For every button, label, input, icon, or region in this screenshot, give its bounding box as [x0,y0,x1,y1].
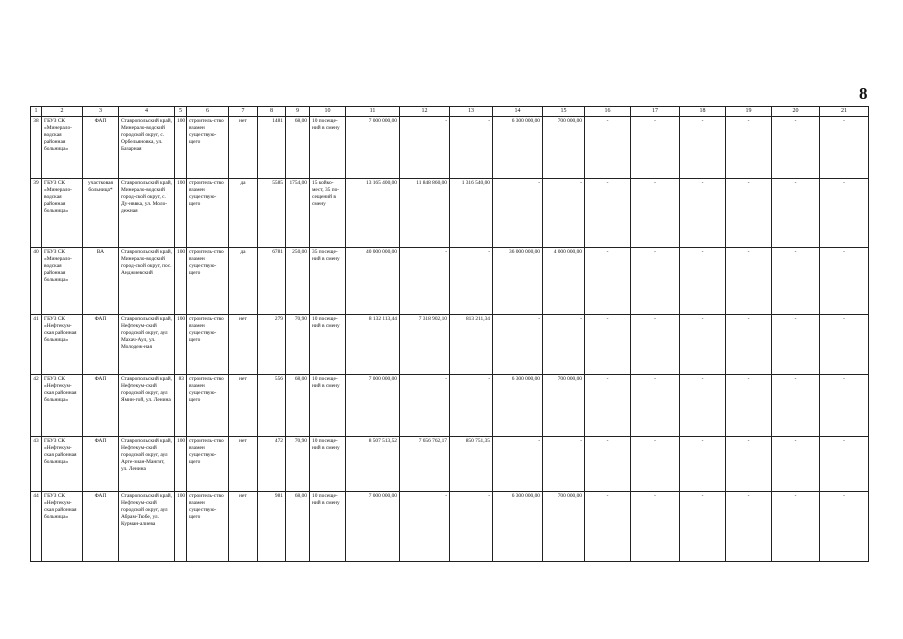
table-cell: - [772,492,820,562]
table-cell: ГБУЗ СК «Минерало-водская районная больница» [42,179,83,248]
data-table [30,106,869,562]
table-cell: 7 000 000,00 [346,375,400,437]
table-cell: - [772,437,820,492]
table-cell: 70,90 [286,315,310,375]
table-cell: ГБУЗ СК «Минерало-водская районная больница» [42,248,83,315]
table-cell: строитель-ство взамен существую-щего [187,179,229,248]
table-cell: 8 132 113,44 [346,315,400,375]
table-cell: - [450,375,493,437]
header-cell: 4 [119,107,175,117]
header-cell: 21 [820,107,869,117]
table-cell: 10 посеще-ний в смену [310,492,346,562]
table-cell: ФАП [83,375,119,437]
table-cell: 15 койко-мест, 35 по-сещений в смену [310,179,346,248]
table-row [31,117,869,179]
table-cell: - [820,315,869,375]
table-cell: 5585 [258,179,286,248]
table-cell: - [820,492,869,562]
table-cell: - [400,492,450,562]
table-cell: - [450,117,493,179]
table-cell: 10 посеще-ний в смену [310,117,346,179]
table-cell: 11 848 860,00 [400,179,450,248]
table-cell: Ставропольский край, Нефтекум-ский городской округ, аул Ямин-гой, ул. Ленина [119,375,175,437]
table-row [31,248,869,315]
table-cell: 279 [258,315,286,375]
table-row [31,437,869,492]
table-cell: 813 211,34 [450,315,493,375]
table-cell: - [820,179,869,248]
table-cell: - [680,437,726,492]
table-cell: ГБУЗ СК «Нефтекум-ская районная больница» [42,437,83,492]
table-cell: участковая больница* [83,179,119,248]
table-cell: 100 [175,437,187,492]
table-cell: - [400,117,450,179]
table-cell: 1481 [258,117,286,179]
header-cell: 2 [42,107,83,117]
table-cell: 700 000,00 [543,117,585,179]
header-cell: 12 [400,107,450,117]
table-cell: 556 [258,375,286,437]
table-cell: строитель-ство взамен существую-щего [187,117,229,179]
table-cell: строитель-ство взамен существую-щего [187,315,229,375]
table-cell: 36 000 000,00 [493,248,543,315]
table-cell: 42 [31,375,42,437]
table-cell: - [493,315,543,375]
table-row [31,492,869,562]
table-cell: - [820,375,869,437]
table-cell: 10 посеще-ний в смену [310,437,346,492]
table-cell: - [820,248,869,315]
table-cell: Ставропольский край, Нефтекум-ский городской округ, аул Абрам-Тюбе, ул. Курман-алиева [119,492,175,562]
table-cell: нет [229,315,258,375]
table-cell: 6781 [258,248,286,315]
table-cell: - [726,117,772,179]
table-cell: - [631,492,680,562]
table-cell: 700 000,00 [543,492,585,562]
header-cell: 18 [680,107,726,117]
table-cell: 7 000 000,00 [346,117,400,179]
table-cell: - [820,117,869,179]
table-cell: ФАП [83,315,119,375]
table-cell: ГБУЗ СК «Нефтекум-ская районная больница» [42,375,83,437]
header-cell: 7 [229,107,258,117]
table-cell: - [680,375,726,437]
header-row [31,107,869,117]
header-cell: 9 [286,107,310,117]
table-cell: 4 000 000,00 [543,248,585,315]
table-row [31,315,869,375]
table-cell: 250,00 [286,248,310,315]
table-cell: - [585,315,631,375]
table-cell: 1754,00 [286,179,310,248]
table-cell: ГБУЗ СК «Минерало-водская районная больница» [42,117,83,179]
page-number: 8 [859,84,868,103]
table-cell: 7 656 762,17 [400,437,450,492]
table-cell: Ставропольский край, Минерало-водский город-ской округ, с. Ду-нввка, ул. Моло-дежная [119,179,175,248]
table-cell: ФАП [83,437,119,492]
header-cell: 14 [493,107,543,117]
table-cell: 6 300 000,00 [493,492,543,562]
table-cell: - [400,248,450,315]
table-cell: 43 [31,437,42,492]
table-cell: - [585,179,631,248]
table-cell: нет [229,117,258,179]
table-cell: нет [229,437,258,492]
table-cell: 40 000 000,00 [346,248,400,315]
header-cell: 13 [450,107,493,117]
table-cell: - [585,437,631,492]
table-cell: - [631,315,680,375]
table-cell: нет [229,492,258,562]
table-cell: 850 751,35 [450,437,493,492]
table-cell: 6 300 000,00 [493,117,543,179]
table-cell: да [229,179,258,248]
table-cell: - [772,375,820,437]
header-cell: 19 [726,107,772,117]
table-cell: 39 [31,179,42,248]
table-cell: 68,00 [286,117,310,179]
table-cell: Ставропольский край, Минерало-водский городской округ, с. Орбельяновка, ул. Базарная [119,117,175,179]
table-cell: 100 [175,117,187,179]
table-cell: нет [229,375,258,437]
table-cell: - [680,117,726,179]
table-cell: - [680,315,726,375]
table-cell: 472 [258,437,286,492]
table-cell: - [680,492,726,562]
table-cell: строитель-ство взамен существую-щего [187,437,229,492]
table-cell: 8 507 513,52 [346,437,400,492]
table-cell: - [726,437,772,492]
table-cell: - [450,248,493,315]
header-cell: 15 [543,107,585,117]
table-cell: - [631,179,680,248]
table-cell: - [726,315,772,375]
header-cell: 20 [772,107,820,117]
table-cell: - [400,375,450,437]
table-cell: - [450,492,493,562]
table-cell: - [585,492,631,562]
table-cell: Ставропольский край, Нефтекум-ский городской округ, аул Арте-зиан-Мангит, ул. Ленина [119,437,175,492]
header-cell: 11 [346,107,400,117]
table-cell: - [820,437,869,492]
table-cell: - [585,248,631,315]
table-cell: 68,00 [286,492,310,562]
table-cell: - [543,437,585,492]
table-cell: - [585,117,631,179]
table-cell: 1 316 540,00 [450,179,493,248]
table-cell: 35 посеще-ний в смену [310,248,346,315]
header-cell: 5 [175,107,187,117]
header-cell: 16 [585,107,631,117]
table-cell: ФАП [83,492,119,562]
table-cell: 10 посеще-ний в смену [310,375,346,437]
table-cell: строитель-ство взамен существую-щего [187,492,229,562]
table-cell: 7 318 902,10 [400,315,450,375]
table-cell: - [543,315,585,375]
table-cell: - [772,315,820,375]
table-cell: 68,00 [286,375,310,437]
header-cell: 8 [258,107,286,117]
table-cell: ВА [83,248,119,315]
table-cell: 100 [175,179,187,248]
header-cell: 17 [631,107,680,117]
table-cell: - [631,375,680,437]
table-cell: 100 [175,315,187,375]
table-cell: - [680,179,726,248]
table-cell: - [726,375,772,437]
table-cell: - [726,179,772,248]
table-cell: Ставропольский край, Минерало-водский город-ской округ, пос. Анджиевский [119,248,175,315]
table-cell: 70,90 [286,437,310,492]
table-cell: 10 посеще-ний в смену [310,315,346,375]
table-cell: - [772,248,820,315]
table-cell: 6 300 000,00 [493,375,543,437]
table-cell: - [631,248,680,315]
header-cell: 10 [310,107,346,117]
table-cell: 13 165 400,00 [346,179,400,248]
header-cell: 3 [83,107,119,117]
table-cell: 700 000,00 [543,375,585,437]
table-cell: 83 [175,375,187,437]
table-cell: - [631,437,680,492]
header-cell: 6 [187,107,229,117]
table-cell: - [493,437,543,492]
table-cell: да [229,248,258,315]
table-cell: 44 [31,492,42,562]
table-cell: - [726,492,772,562]
table-cell: - [585,375,631,437]
table-cell: 38 [31,117,42,179]
table-cell: ГБУЗ СК «Нефтекум-ская районная больница» [42,492,83,562]
table-cell: - [543,179,585,248]
table-cell: 41 [31,315,42,375]
table-cell: 100 [175,492,187,562]
header-cell: 1 [31,107,42,117]
table-cell: Ставропольский край, Нефтекум-ский городской округ, аул Махач-Аул, ул. Молодеж-ная [119,315,175,375]
table-row [31,179,869,248]
table-cell: - [680,248,726,315]
table-cell: 981 [258,492,286,562]
table-cell: - [772,117,820,179]
table-cell: - [726,248,772,315]
table-cell: - [772,179,820,248]
table-cell: 40 [31,248,42,315]
table-cell: ФАП [83,117,119,179]
table-cell: ГБУЗ СК «Нефтекум-ская районная больница» [42,315,83,375]
table-row [31,375,869,437]
table-cell: - [631,117,680,179]
table-cell: строитель-ство взамен существую-щего [187,248,229,315]
table-cell: 100 [175,248,187,315]
table-cell: 7 000 000,00 [346,492,400,562]
table-cell: строитель-ство взамен существую-щего [187,375,229,437]
table-cell: - [493,179,543,248]
